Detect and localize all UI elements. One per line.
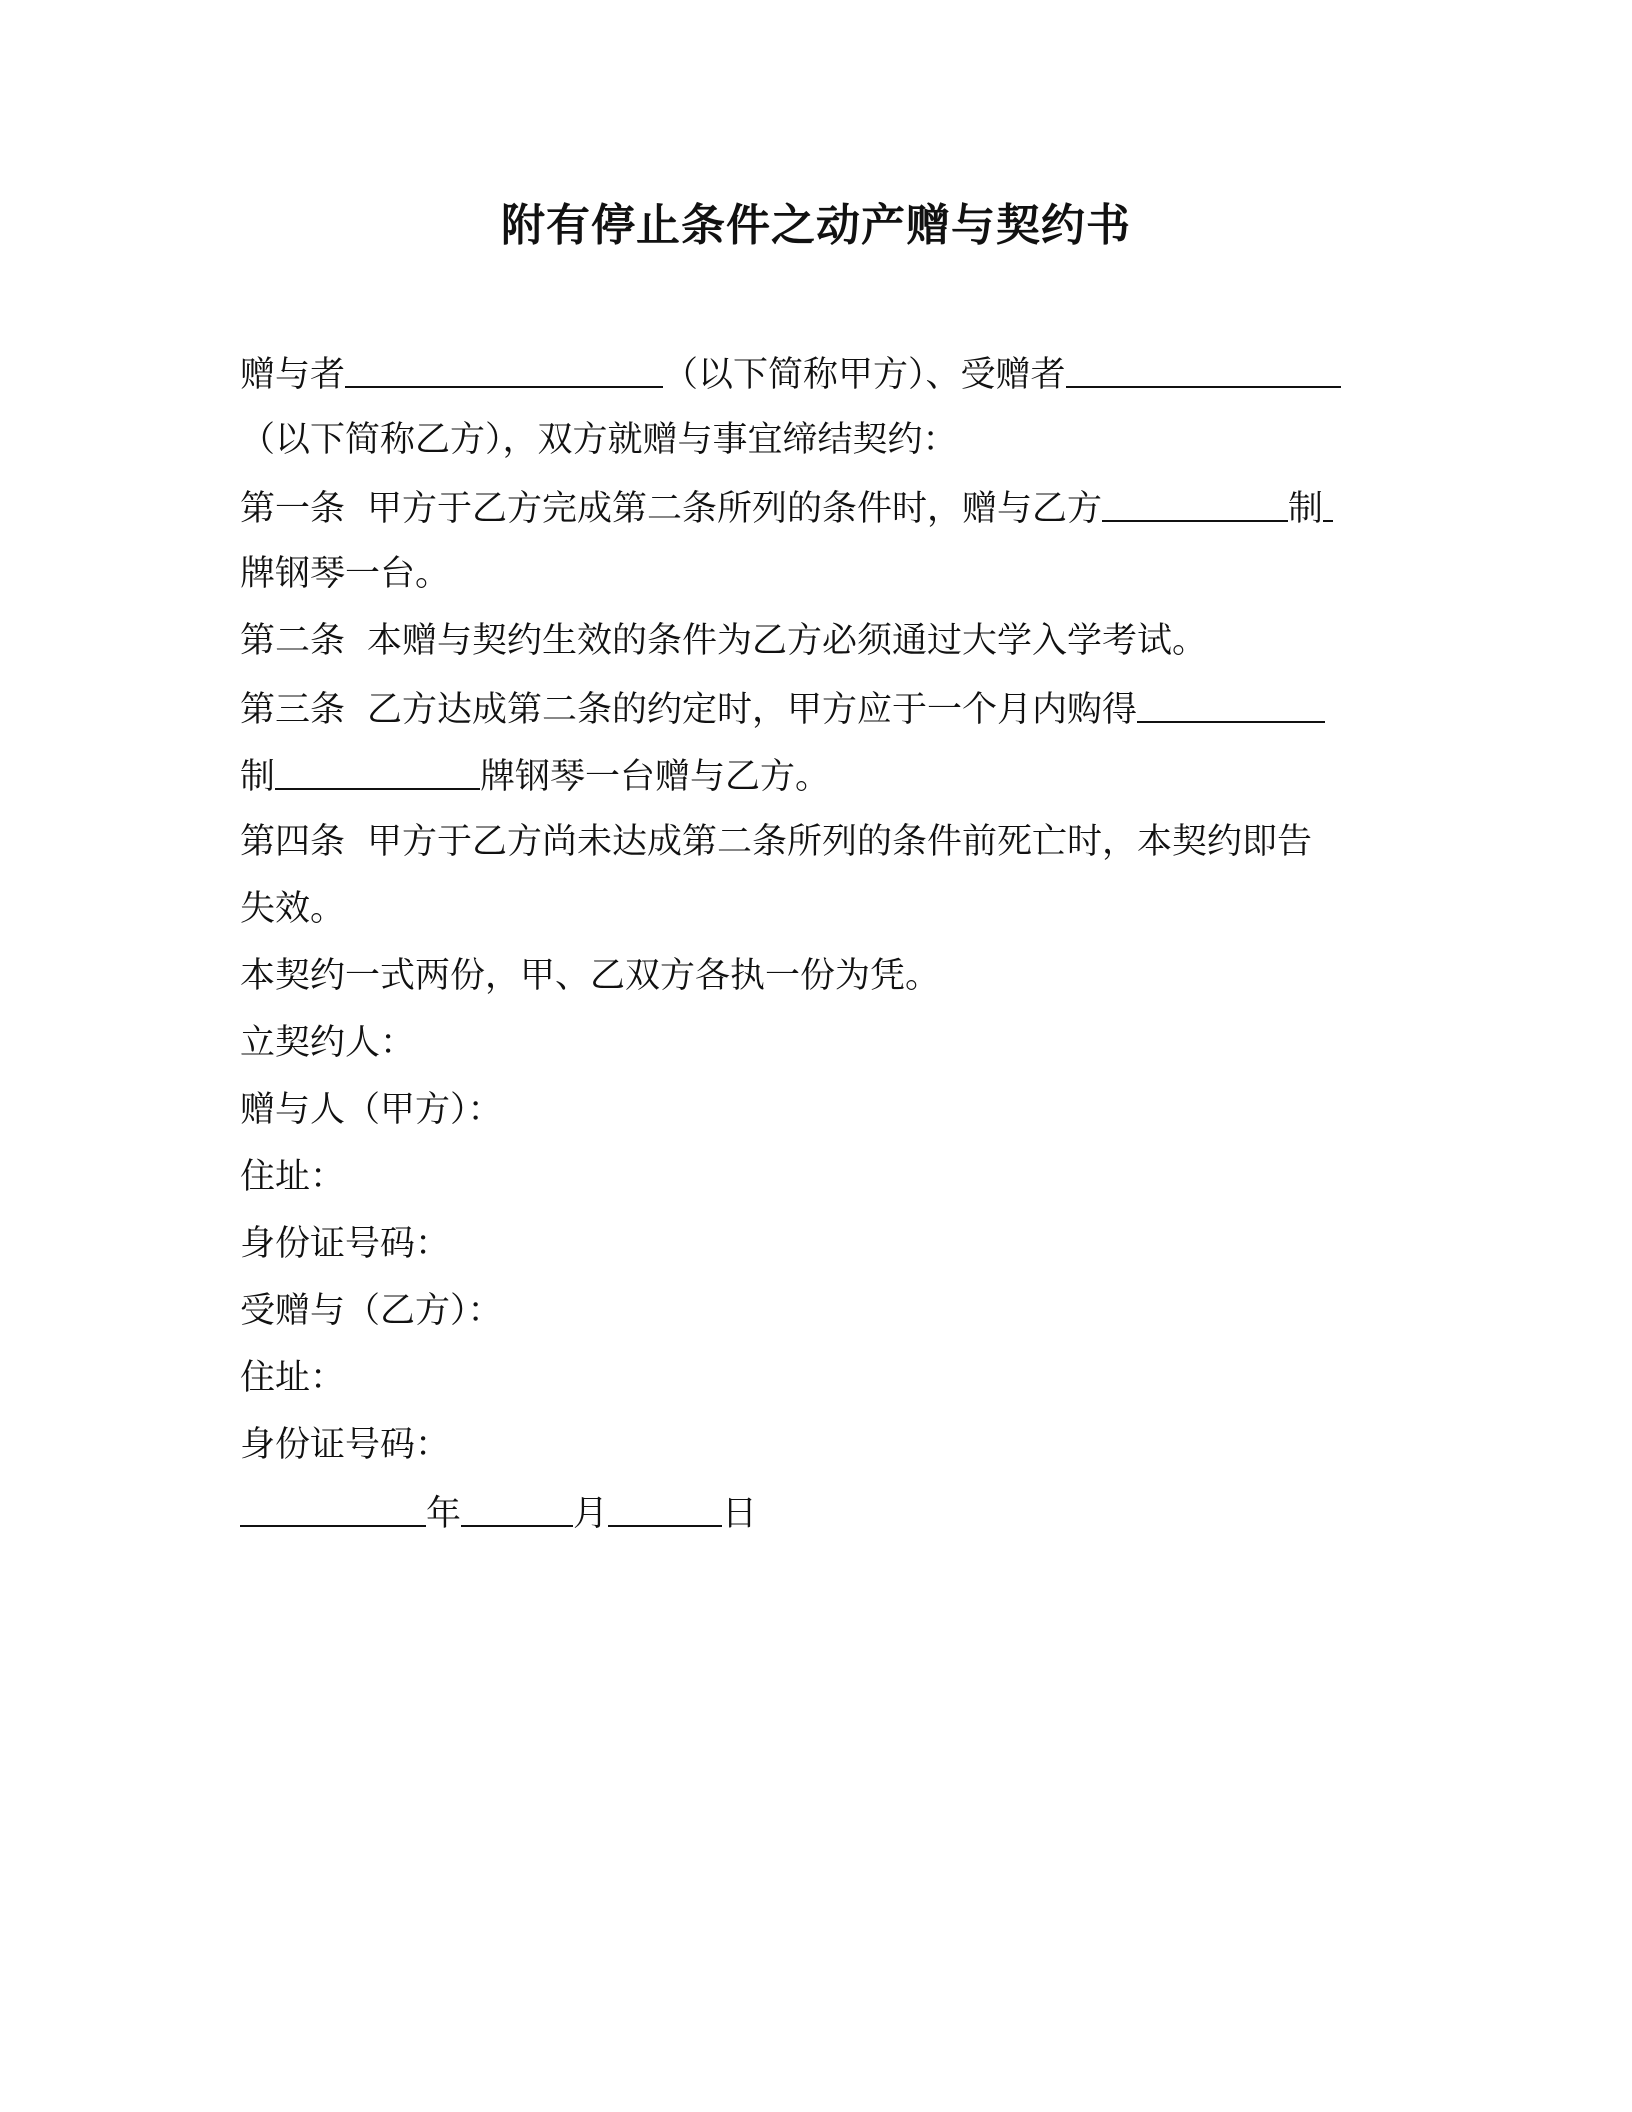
article-3-text: 乙方达成第二条的约定时，甲方应于一个月内购得 [367, 690, 1138, 730]
article-4-line-1 [240, 809, 1400, 876]
signatories-heading [240, 1010, 1400, 1077]
month-blank[interactable] [461, 1479, 573, 1527]
article-1-brand-blank[interactable] [1102, 474, 1288, 522]
month-label: 月 [573, 1494, 609, 1534]
donee-name-blank[interactable] [1066, 340, 1341, 388]
year-blank[interactable] [240, 1479, 426, 1527]
article-1-after-blank: 制 [1288, 489, 1324, 529]
year-label: 年 [426, 1494, 462, 1534]
donor-id-line [240, 1211, 1400, 1278]
article-1-line-2-text: 牌钢琴一台。 [240, 554, 451, 594]
article-1-text: 甲方于乙方完成第二条所列的条件时，赠与乙方 [367, 489, 1103, 529]
date-line [240, 1479, 1400, 1546]
article-3-line-1 [240, 675, 1400, 742]
intro-line-1 [240, 340, 1400, 407]
signatories-heading-text: 立契约人： [240, 1023, 416, 1063]
document-body [240, 340, 1400, 1546]
article-1-tail-rule [1323, 474, 1333, 522]
article-2-label: 第二条 [240, 621, 346, 661]
copies-line [240, 943, 1400, 1010]
article-3-label: 第三条 [240, 690, 346, 730]
document-title: 附有停止条件之动产赠与契约书 [501, 200, 1131, 251]
intro-text: （以下简称乙方），双方就赠与事宜缔结契约： [240, 420, 958, 460]
day-blank[interactable] [608, 1479, 722, 1527]
article-1-line-1 [240, 474, 1400, 541]
article-4-line-2-text: 失效。 [240, 889, 346, 929]
donor-address-label: 住址： [240, 1157, 346, 1197]
article-4-line-2 [240, 876, 1400, 943]
article-3-line-2-suffix: 牌钢琴一台赠与乙方。 [480, 757, 831, 797]
article-4-label: 第四条 [240, 822, 346, 862]
donee-id-line [240, 1412, 1400, 1479]
donor-signature-label: 赠与人（甲方）： [240, 1090, 503, 1130]
donor-label: 赠与者 [240, 355, 346, 395]
article-1-label: 第一条 [240, 489, 346, 529]
donee-id-label: 身份证号码： [240, 1425, 451, 1465]
copies-text: 本契约一式两份，甲、乙双方各执一份为凭。 [240, 956, 941, 996]
article-3-maker-blank[interactable] [1137, 675, 1325, 723]
donor-id-label: 身份证号码： [240, 1224, 451, 1264]
donor-signature-line [240, 1077, 1400, 1144]
donor-address-line [240, 1144, 1400, 1211]
article-3-line-2-prefix: 制 [240, 757, 276, 797]
donee-address-line [240, 1345, 1400, 1412]
donee-address-label: 住址： [240, 1358, 346, 1398]
article-4-text: 甲方于乙方尚未达成第二条所列的条件前死亡时，本契约即告 [367, 822, 1313, 862]
day-label: 日 [722, 1494, 758, 1534]
article-3-line-2 [240, 742, 1400, 809]
donee-signature-label: 受赠与（乙方）： [240, 1291, 503, 1331]
intro-line-2 [240, 407, 1400, 474]
donor-suffix: （以下简称甲方）、受赠者 [663, 355, 1066, 395]
donee-signature-line [240, 1278, 1400, 1345]
article-2-text: 本赠与契约生效的条件为乙方必须通过大学入学考试。 [367, 621, 1208, 661]
article-1-line-2 [240, 541, 1400, 608]
article-3-brand-blank[interactable] [275, 742, 480, 790]
article-2-line [240, 608, 1400, 675]
donor-name-blank[interactable] [345, 340, 663, 388]
